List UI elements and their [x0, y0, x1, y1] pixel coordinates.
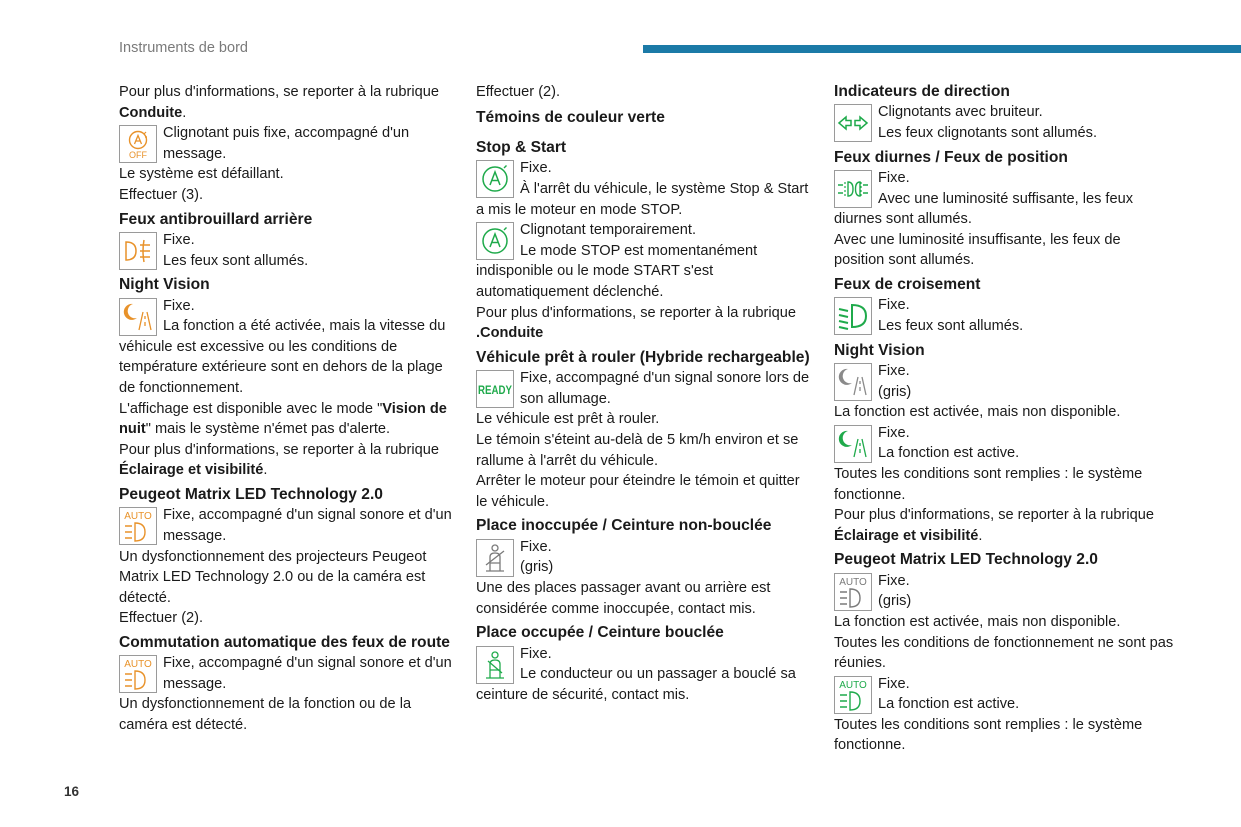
matrix-grey-line2: (gris) [878, 593, 912, 610]
nv-text-c: " mais le système n'émet pas d'alerte. [145, 421, 391, 438]
matrix-led-line1: Fixe, accompagné d'un signal sonore et d'un message. [163, 507, 452, 544]
column-middle [476, 82, 814, 705]
nv-grey-line2: (gris) [878, 383, 912, 400]
auto-high-beam-line2: Un dysfonctionnement de la fonction ou de la caméra est détecté. [119, 696, 412, 734]
low-beam-green-icon [834, 297, 872, 335]
nv-green-line1: Fixe. [878, 424, 910, 441]
auto-high-beam-line1: Fixe, accompagné d'un signal sonore et d'un message. [163, 655, 452, 692]
night-vision-line2: La fonction a été activée, mais la vitesse du véhicule est excessive ou les conditions de température extérieure sont en dehors de la plage de fonctionnement. [119, 318, 446, 396]
matrix-green-block [834, 674, 1174, 715]
rear-fog-line2: Les feux sont allumés. [163, 252, 309, 269]
matrix-grey-line4: Toutes les conditions de fonctionnement ne sont pas réunies. [834, 634, 1174, 672]
low-beam-line1: Fixe. [878, 297, 910, 314]
ss-ref-link: .Conduite [476, 325, 544, 342]
section-title-rear-fog: Feux antibrouillard arrière [119, 210, 313, 228]
ready-icon-label: READY [478, 385, 513, 398]
stop-start-green-blink-icon [476, 222, 514, 260]
section-title-night-vision: Night Vision [119, 276, 210, 294]
ready-line4: Arrêter le moteur pour éteindre le témoin et quitter le véhicule. [476, 473, 800, 510]
seat-taken-line2: Le conducteur ou un passager a bouclé sa ceinture de sécurité, contact mis. [476, 666, 796, 703]
intro-end: . [182, 104, 187, 121]
turn-signals-line2: Les feux clignotants sont allumés. [878, 125, 1098, 141]
night-vision-grey-block [834, 361, 1174, 402]
off-icon-line: Clignotant puis fixe, accompagné d'un message. [163, 125, 410, 162]
header-title: Instruments de bord [119, 40, 248, 56]
page-number: 16 [64, 784, 80, 799]
section-title-turn-signals: Indicateurs de direction [834, 83, 1010, 100]
stop-start-line3: Clignotant temporairement. [520, 222, 697, 239]
matrix-grey-line1: Fixe. [878, 572, 910, 589]
intro-paragraph [119, 82, 454, 123]
ss-ref-text: Pour plus d'informations, se reporter à la rubrique [476, 304, 796, 321]
nv-text-bold: Vision de nuit [119, 400, 447, 438]
low-beam-line2: Les feux sont allumés. [878, 317, 1024, 334]
ready-icon [476, 370, 514, 408]
off-detail-2: Effectuer (3). [119, 186, 204, 203]
nv-grey-line1: Fixe. [878, 362, 910, 379]
seat-taken-block [476, 644, 814, 706]
stop-start-line1: Fixe. [520, 160, 552, 177]
turn-signal-arrows-icon [834, 104, 872, 142]
nv-ref-text: Pour plus d'informations, se reporter à la rubrique [119, 441, 439, 458]
section-title-ready: Véhicule prêt à rouler (Hybride rechargeable) [476, 348, 810, 366]
turn-signals-line1: Clignotants avec bruiteur. [878, 104, 1043, 121]
nv-text-a: L'affichage est disponible avec le mode " [119, 400, 383, 417]
stop-start-off-icon [119, 125, 157, 163]
rear-fog-line1: Fixe. [163, 231, 195, 248]
section-title-night-vision-right: Night Vision [834, 341, 925, 359]
off-detail-1: Le système est défaillant. [119, 166, 284, 183]
matrix-led-line3: Effectuer (2). [119, 610, 204, 627]
night-vision-block [119, 296, 454, 399]
matrix-grey-block [834, 571, 1174, 612]
position-lights-icon [834, 170, 872, 208]
seat-free-block [476, 537, 814, 578]
auto-headlight-orange-icon [119, 507, 157, 545]
section-title-matrix-led-right: Peugeot Matrix LED Technology 2.0 [834, 551, 1098, 569]
night-vision-line1: Fixe. [163, 297, 195, 314]
drl-line3: Avec une luminosité insuffisante, les feux de position sont allumés. [834, 231, 1121, 269]
rear-fog-block [119, 230, 454, 271]
auto-icon-label-green: AUTO [839, 679, 867, 691]
turn-signals-block [834, 102, 1174, 143]
nv-right-ref-text: Pour plus d'informations, se reporter à la rubrique [834, 507, 1154, 524]
matrix-green-line2: La fonction est active. [878, 696, 1020, 713]
intro-link-conduite: Conduite [119, 104, 183, 121]
nv-grey-line3: La fonction est activée, mais non disponible. [834, 404, 1121, 421]
section-title-drl: Feux diurnes / Feux de position [834, 148, 1068, 166]
matrix-green-line1: Fixe. [878, 675, 910, 692]
stop-start-block-2 [476, 220, 814, 302]
auto-headlight-green-icon [834, 676, 872, 714]
seat-free-line3: Une des places passager avant ou arrière est considérée comme inoccupée, contact mis. [476, 579, 771, 617]
svg-text:OFF: OFF [129, 150, 147, 161]
intro-text: Pour plus d'informations, se reporter à la rubrique [119, 84, 439, 100]
nv-green-line2: La fonction est active. [878, 445, 1020, 462]
nv-right-ref-link: Éclairage et visibilité [834, 527, 979, 544]
nv-right-ref-end: . [978, 527, 983, 544]
stop-start-block-1 [476, 158, 814, 220]
stop-start-line4: Le mode STOP est momentanément indisponible ou le mode START s'est automatiquement déclenché. [476, 242, 758, 300]
auto-high-beam-orange-icon [119, 655, 157, 693]
seat-buckled-green-icon [476, 646, 514, 684]
drl-line2: Avec une luminosité suffisante, les feux diurnes sont allumés. [834, 190, 1133, 228]
column-right [834, 82, 1174, 756]
section-title-stop-start: Stop & Start [476, 139, 567, 156]
stop-start-line2: À l'arrêt du véhicule, le système Stop & Start a mis le moteur en mode STOP. [476, 181, 809, 218]
section-title-matrix-led: Peugeot Matrix LED Technology 2.0 [119, 485, 383, 503]
ready-line1: Fixe, accompagné d'un signal sonore lors de son allumage. [520, 370, 810, 407]
ready-line3: Le témoin s'éteint au-delà de 5 km/h environ et se rallume à l'arrêt du véhicule. [476, 431, 799, 469]
top-effectuer: Effectuer (2). [476, 84, 561, 100]
section-title-auto-high-beam: Commutation automatique des feux de route [119, 633, 450, 651]
night-vision-line4 [119, 440, 454, 481]
night-vision-green-block [834, 423, 1174, 464]
drl-block [834, 168, 1174, 230]
column-left [119, 82, 454, 736]
auto-icon-label: AUTO [124, 511, 152, 523]
low-beam-block [834, 295, 1174, 336]
stop-start-line5 [476, 303, 814, 344]
nv-ref-link: Éclairage et visibilité [119, 462, 264, 479]
seat-unbuckled-grey-icon [476, 539, 514, 577]
matrix-led-line2: Un dysfonctionnement des projecteurs Peugeot Matrix LED Technology 2.0 ou de la caméra est détecté. [119, 548, 427, 606]
stop-start-green-icon [476, 160, 514, 198]
nv-ref-end: . [263, 462, 268, 479]
night-vision-green-icon [834, 425, 872, 463]
ready-block [476, 368, 814, 409]
night-vision-line3 [119, 399, 454, 440]
matrix-green-line3: Toutes les conditions sont remplies : le système fonctionne. [834, 716, 1143, 754]
auto-high-beam-block [119, 653, 454, 694]
auto-icon-label-grey: AUTO [839, 576, 867, 588]
night-vision-grey-icon [834, 363, 872, 401]
section-title-low-beam: Feux de croisement [834, 275, 981, 293]
matrix-led-block [119, 505, 454, 546]
seat-free-line2: (gris) [520, 559, 554, 576]
nv-green-line3: Toutes les conditions sont remplies : le système fonctionne. [834, 465, 1143, 503]
auto-icon-label-2: AUTO [124, 659, 152, 671]
nv-green-line4 [834, 505, 1174, 546]
matrix-grey-line3: La fonction est activée, mais non disponible. [834, 613, 1121, 630]
header-accent-bar [643, 45, 1241, 53]
night-vision-orange-icon [119, 298, 157, 336]
off-warning-block [119, 123, 454, 164]
section-title-seat-taken: Place occupée / Ceinture bouclée [476, 624, 724, 642]
seat-free-line1: Fixe. [520, 538, 552, 555]
seat-taken-line1: Fixe. [520, 645, 552, 662]
auto-headlight-grey-icon [834, 573, 872, 611]
ready-line2: Le véhicule est prêt à rouler. [476, 411, 660, 428]
section-title-seat-free: Place inoccupée / Ceinture non-bouclée [476, 517, 772, 535]
rear-fog-light-icon [119, 232, 157, 270]
section-title-green-indicators: Témoins de couleur verte [476, 108, 665, 126]
drl-line1: Fixe. [878, 170, 910, 186]
